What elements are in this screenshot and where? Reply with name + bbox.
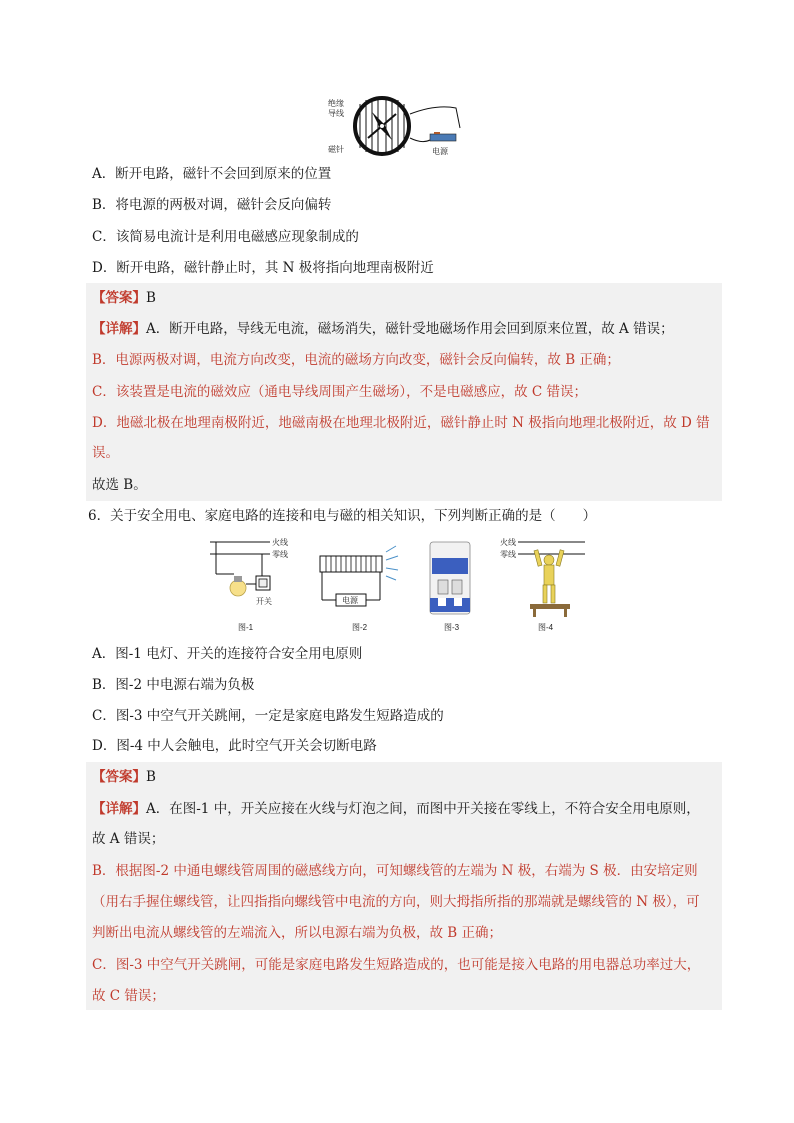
q6-detail-c-cont: 故 C 错误；	[92, 988, 165, 1004]
q6-option-b: B．图-2 中电源右端为负极	[92, 677, 255, 693]
q6-detail-a-cont: 故 A 错误；	[92, 831, 165, 847]
q5-conclusion: 故选 B。	[92, 477, 147, 493]
fig1-fire-line-label: 火线	[272, 538, 288, 547]
q6-figures	[200, 534, 600, 634]
q5-option-a: A．断开电路，磁针不会回到原来的位置	[92, 166, 332, 182]
q6-detail-line	[92, 799, 700, 819]
fig1-zero-line-label: 零线	[272, 550, 288, 559]
q6-answer-box	[86, 762, 722, 1010]
detail-text: A．在图-1 中，开关应接在火线与灯泡之间，而图中开关接在零线上，不符合安全用电原则，	[146, 801, 700, 817]
q5-option-b: B．将电源的两极对调，磁针会反向偏转	[92, 197, 332, 213]
answer-value: B	[146, 769, 156, 785]
figure-4	[500, 537, 585, 632]
q6-stem: 6．关于安全用电、家庭电路的连接和电与磁的相关知识，下列判断正确的是（ ）	[88, 508, 597, 524]
answer-value: B	[146, 290, 156, 306]
q5-detail-line	[92, 319, 674, 339]
detail-tag: 【详解】	[92, 321, 146, 337]
q5-detail-b: B．电源两极对调，电流方向改变，电流的磁场方向改变，磁针会反向偏转，故 B 正确；	[92, 352, 620, 368]
label-power: 电源	[432, 147, 448, 156]
label-needle: 磁针	[328, 145, 344, 154]
q5-detail-d-cont: 误。	[92, 445, 119, 461]
q6-option-c: C．图-3 中空气开关跳闸，一定是家庭电路发生短路造成的	[92, 708, 444, 724]
q5-option-d: D．断开电路，磁针静止时，其 N 极将指向地理南极附近	[92, 260, 434, 276]
q6-answer-line	[92, 767, 156, 787]
q6-detail-b-cont1: （用右手握住螺线管，让四指指向螺线管中电流的方向，则大拇指所指的那端就是螺线管的 N 极），可	[92, 894, 700, 910]
q5-answer-box	[86, 283, 722, 501]
q6-option-d: D．图-4 中人会触电，此时空气开关会切断电路	[92, 738, 377, 754]
label-insulated-wire-1: 绝缘	[328, 99, 344, 108]
q5-detail-c: C．该装置是电流的磁效应（通电导线周围产生磁场），不是电磁感应，故 C 错误；	[92, 384, 587, 400]
figure-1	[210, 537, 288, 632]
galvanometer-figure	[326, 94, 466, 158]
q5-option-c: C．该简易电流计是利用电磁感应现象制成的	[92, 229, 359, 245]
q6-option-a: A．图-1 电灯、开关的连接符合安全用电原则	[92, 646, 363, 662]
q6-detail-b: B．根据图-2 中通电螺线管周围的磁感线方向，可知螺线管的左端为 N 极，右端为 S 极．由安培定则	[92, 863, 698, 879]
q5-detail-d: D．地磁北极在地理南极附近，地磁南极在地理北极附近，磁针静止时 N 极指向地理北极附近，故 D 错	[92, 415, 710, 431]
label-insulated-wire-2: 导线	[328, 109, 344, 118]
caption-fig3: 图-3	[444, 623, 460, 632]
caption-fig2: 图-2	[352, 623, 368, 632]
fig4-zero-line-label: 零线	[500, 550, 516, 559]
figure-3	[430, 542, 470, 632]
answer-tag: 【答案】	[92, 769, 146, 785]
fig2-power-label: 电源	[342, 596, 358, 605]
caption-fig4: 图-4	[538, 623, 554, 632]
q5-answer-line	[92, 288, 156, 308]
figure-2	[320, 546, 398, 632]
q6-detail-c: C．图-3 中空气开关跳闸，可能是家庭电路发生短路造成的，也可能是接入电路的用电器总功率过大，	[92, 957, 701, 973]
answer-tag: 【答案】	[92, 290, 146, 306]
detail-tag: 【详解】	[92, 801, 146, 817]
fig1-switch-label: 开关	[256, 597, 272, 606]
detail-text: A．断开电路，导线无电流，磁场消失，磁针受地磁场作用会回到原来位置，故 A 错误；	[146, 321, 674, 337]
q6-detail-b-cont2: 判断出电流从螺线管的左端流入，所以电源右端为负极，故 B 正确；	[92, 925, 503, 941]
caption-fig1: 图-1	[238, 623, 254, 632]
fig4-fire-line-label: 火线	[500, 538, 516, 547]
